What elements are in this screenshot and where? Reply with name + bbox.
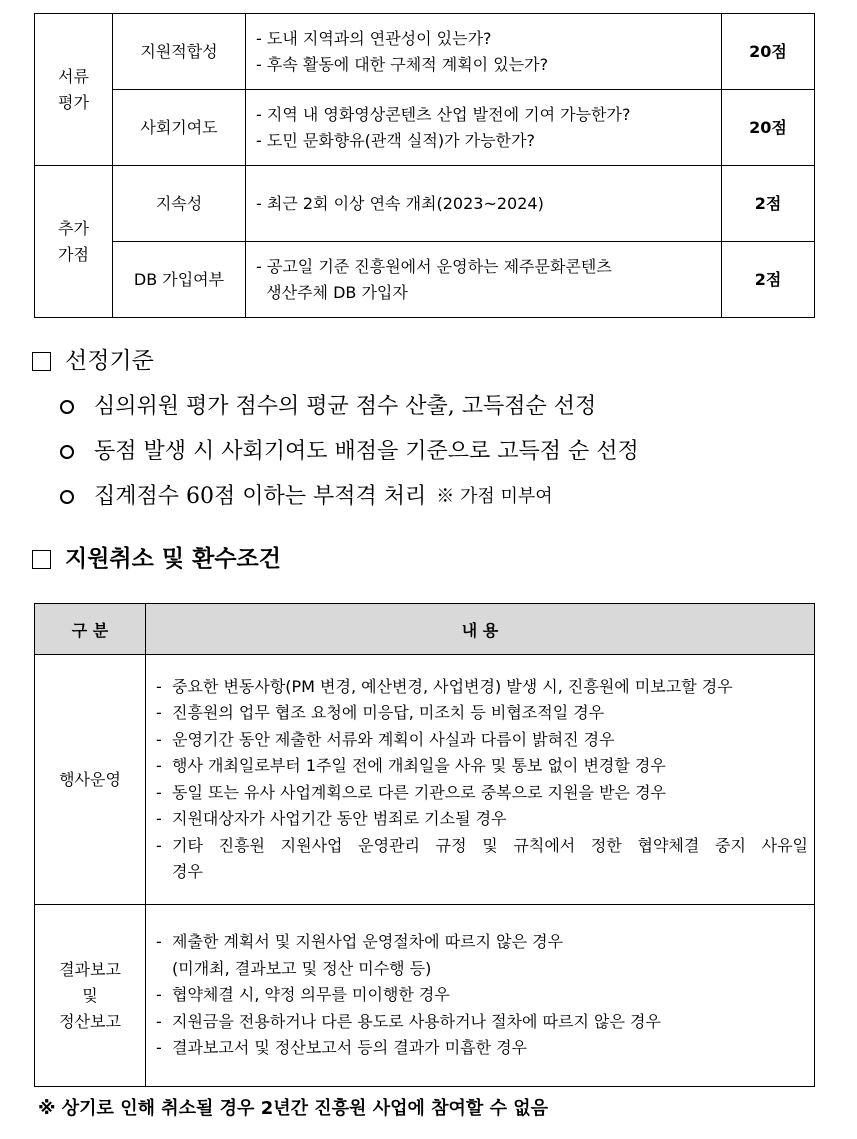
checkbox-icon [32, 352, 51, 371]
cancellation-heading [32, 544, 281, 574]
cancellation-table [34, 603, 815, 1087]
category-text: 행사운영 [59, 769, 121, 789]
criteria-text: 심의위원 평가 점수의 평균 점수 산출, 고득점순 선정 [94, 394, 597, 419]
eval-score: 2점 [722, 166, 815, 242]
eval-row [35, 166, 815, 242]
list-item: - 결과보고서 및 정산보고서 등의 결과가 미흡한 경우 [156, 1038, 528, 1058]
checkbox-icon [32, 550, 51, 569]
criteria-item [60, 482, 553, 512]
selection-criteria-heading [32, 346, 154, 376]
table-row [35, 905, 815, 1087]
eval-description [246, 242, 722, 318]
eval-score: 20점 [722, 14, 815, 90]
eval-criterion: 지속성 [113, 166, 246, 242]
row-content [146, 655, 815, 905]
eval-description [246, 90, 722, 166]
eval-description [246, 166, 722, 242]
list-item: - 지원대상자가 사업기간 동안 범죄로 기소될 경우 [156, 809, 507, 828]
description-line: - 공고일 기준 진흥원에서 운영하는 제주문화콘텐츠 [256, 256, 612, 276]
description-line: - 도내 지역과의 연관성이 있는가? [256, 28, 492, 48]
header-content: 내 용 [146, 604, 815, 655]
eval-group-label [35, 166, 113, 318]
eval-row [35, 14, 815, 90]
description-line: - 후속 활동에 대한 구체적 계획이 있는가? [256, 54, 549, 74]
eval-score: 20점 [722, 90, 815, 166]
evaluation-table [34, 13, 815, 318]
table-header-row [35, 604, 815, 655]
eval-criterion: 사회기여도 [113, 90, 246, 166]
description-line: - 지역 내 영화영상콘텐츠 산업 발전에 기여 가능한가? [256, 104, 631, 124]
circle-bullet-icon [60, 445, 74, 459]
table-row [35, 655, 815, 905]
header-category: 구 분 [35, 604, 146, 655]
criteria-note: ※ 가점 미부여 [436, 486, 553, 507]
list-item: - 기타 진흥원 지원사업 운영관리 규정 및 규칙에서 정한 협약체결 중지 사유일 [156, 835, 808, 855]
footer-note: ※ 상기로 인해 취소될 경우 2년간 진흥원 사업에 참여할 수 없음 [38, 1098, 548, 1119]
list-item: - 행사 개최일로부터 1주일 전에 개최일을 사유 및 통보 없이 변경할 경우 [156, 756, 666, 775]
criteria-text: 동점 발생 시 사회기여도 배점을 기준으로 고득점 순 선정 [94, 439, 639, 464]
group-label-text: 서류 평가 [58, 66, 89, 112]
criteria-item [60, 437, 639, 467]
eval-row [35, 90, 815, 166]
row-category [35, 905, 146, 1087]
list-item: - 중요한 변동사항(PM 변경, 예산변경, 사업변경) 발생 시, 진흥원에 미보고할 경우 [156, 676, 733, 696]
description-line: 생산주체 DB 가입자 [256, 282, 408, 302]
list-item: - 운영기간 동안 제출한 서류와 계획이 사실과 다름이 밝혀진 경우 [156, 729, 615, 749]
list-item-continuation: 경우 [172, 862, 203, 881]
eval-criterion: 지원적합성 [113, 14, 246, 90]
list-item: - 지원금을 전용하거나 다른 용도로 사용하거나 절차에 따르지 않은 경우 [156, 1011, 661, 1031]
description-line: - 도민 문화향유(관객 실적)가 가능한가? [256, 130, 535, 150]
list-item-continuation: (미개최, 결과보고 및 정산 미수행 등) [172, 958, 432, 978]
circle-bullet-icon [60, 490, 74, 504]
list-item: - 협약체결 시, 약정 의무를 미이행한 경우 [156, 985, 450, 1005]
group-label-text: 추가 가점 [58, 218, 89, 264]
description-line: - 최근 2회 이상 연속 개최(2023~2024) [256, 193, 544, 213]
eval-description [246, 14, 722, 90]
eval-row [35, 242, 815, 318]
row-category [35, 655, 146, 905]
criteria-text: 집계점수 60점 이하는 부적격 처리 [94, 484, 427, 509]
list-item: - 제출한 계획서 및 지원사업 운영절차에 따르지 않은 경우 [156, 932, 564, 952]
criteria-item [60, 392, 596, 422]
circle-bullet-icon [60, 400, 74, 414]
list-item: - 동일 또는 유사 사업계획으로 다른 기관으로 중복으로 지원을 받은 경우 [156, 782, 666, 802]
eval-group-label [35, 14, 113, 166]
section-title: 선정기준 [65, 348, 154, 374]
category-text: 결과보고 및 정산보고 [59, 959, 121, 1031]
eval-score: 2점 [722, 242, 815, 318]
eval-criterion: DB 가입여부 [113, 242, 246, 318]
list-item: - 진흥원의 업무 협조 요청에 미응답, 미조치 등 비협조적일 경우 [156, 703, 605, 722]
section-title: 지원취소 및 환수조건 [65, 545, 281, 572]
row-content [146, 905, 815, 1087]
